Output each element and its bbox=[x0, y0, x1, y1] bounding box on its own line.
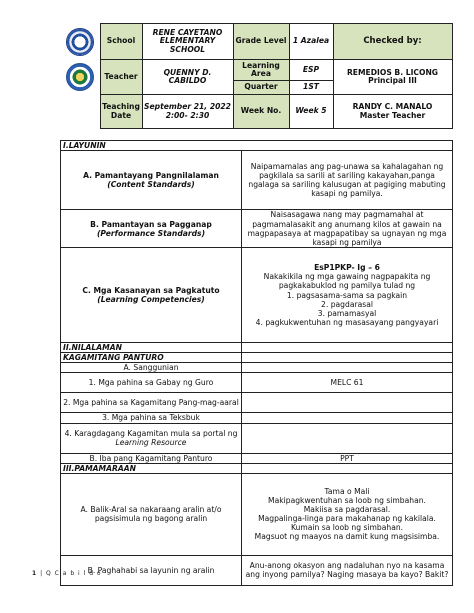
quarter-label: Quarter bbox=[233, 81, 289, 95]
week-value: Week 5 bbox=[289, 95, 333, 129]
gabay-guro-value: MELC 61 bbox=[242, 373, 453, 393]
teaching-date-label: Teaching Date bbox=[100, 95, 142, 129]
learning-area-value: ESP bbox=[289, 60, 333, 81]
content-standards-sub: (Content Standards) bbox=[107, 180, 195, 190]
balik-aral-line: Makiisa sa pagdarasal. bbox=[303, 505, 391, 515]
performance-standards-sub: (Performance Standards) bbox=[96, 228, 206, 238]
content-standards-text: Naipamamalas ang pag-unawa sa kahalagahan ng pagkilala sa sarili at sariling kakayahan,panga ngalaga sa sariling kalusugan at pagiging mabuting kasapi ng pamilya. bbox=[242, 151, 453, 210]
balik-aral-line: Kumain sa loob ng simbahan. bbox=[290, 523, 404, 533]
teaching-date-cell bbox=[142, 95, 233, 129]
teacher-value: QUENNY D. CABILDO bbox=[142, 60, 233, 95]
competencies-heading bbox=[61, 248, 242, 343]
competency-intro: Nakakikila ng mga gawaing nagpapakita ng pagkakabuklod ng pamilya tulad ng bbox=[263, 272, 431, 291]
section-kagamitan-title: KAGAMITANG PANTURO bbox=[61, 353, 242, 363]
sanggunian-label: A. Sanggunian bbox=[61, 363, 242, 373]
balik-aral-line: Magpalinga-linga para makahanap ng kakilala. bbox=[258, 514, 436, 524]
deped-seal-logo bbox=[66, 28, 94, 56]
performance-standards-text: Naisasagawa nang may pagmamahal at pagmamalasakit ang anumang kilos at gawain na magpapasaya at magpapatibay sa ugnayan ng mga kasapi ng pamilya bbox=[242, 210, 453, 248]
empty-cell bbox=[242, 393, 453, 413]
lr-portal-sub: Learning Resource bbox=[115, 438, 187, 448]
kagamitang-mag-aaral-label: 2. Mga pahina sa Kagamitang Pang-mag-aaral bbox=[61, 393, 242, 413]
competency-item: 1. pagsasama-sama sa pagkain bbox=[286, 290, 408, 300]
performance-standards-heading bbox=[61, 210, 242, 248]
empty-cell bbox=[242, 463, 453, 473]
week-label: Week No. bbox=[233, 95, 289, 129]
lesson-plan-table bbox=[60, 140, 453, 586]
page-number: 1 bbox=[32, 570, 38, 577]
grade-value: 1 Azalea bbox=[289, 24, 333, 60]
master-name: RANDY C. MANALO bbox=[352, 102, 433, 111]
empty-cell bbox=[242, 423, 453, 453]
competencies-sub: (Learning Competencies) bbox=[97, 295, 205, 305]
footer-author: Q C a b i l d o bbox=[46, 570, 102, 577]
iba-pang-kagamitan-label: B. Iba pang Kagamitang Panturo bbox=[61, 453, 242, 463]
teaching-date-value: September 21, 2022 bbox=[144, 102, 231, 111]
performance-standards-title: B. Pamantayan sa Pagganap bbox=[90, 219, 212, 229]
division-seal-cell bbox=[60, 60, 100, 95]
balik-aral-line: Magsuot ng maayos na damit kung magsisimba. bbox=[254, 532, 440, 542]
section-nilalaman-title: II.NILALAMAN bbox=[61, 343, 242, 353]
teacher-label: Teacher bbox=[100, 60, 142, 95]
competency-code: EsP1PKP- Ig – 6 bbox=[314, 263, 380, 273]
quarter-value: 1ST bbox=[289, 81, 333, 95]
paghahabi-text: Anu-anong okasyon ang nadaluhan nyo na kasama ang inyong pamilya? Naging masaya ba kayo? Bakit? bbox=[242, 555, 453, 585]
master-role: Master Teacher bbox=[359, 110, 426, 120]
balik-aral-cell bbox=[242, 473, 453, 555]
competency-item: 2. pagdarasal bbox=[321, 299, 373, 309]
lr-portal-label: 4. Karagdagang Kagamitan mula sa portal ng bbox=[64, 428, 238, 438]
checker-cell bbox=[333, 60, 452, 95]
paghahabi-label: B. Paghahabi sa layunin ng aralin bbox=[61, 555, 242, 585]
page-footer: 1 | Q C a b i l d o bbox=[32, 570, 102, 577]
deped-seal-cell bbox=[60, 24, 100, 60]
lr-portal-cell bbox=[61, 423, 242, 453]
grade-label: Grade Level bbox=[233, 24, 289, 60]
section-pamamaraan-title: III.PAMAMARAAN bbox=[61, 463, 242, 473]
balik-aral-line: Makipagkwentuhan sa loob ng simbahan. bbox=[268, 496, 426, 506]
teaching-time-value: 2:00- 2:30 bbox=[165, 110, 210, 120]
checker-role: Principal III bbox=[368, 76, 417, 85]
checker-name: REMEDIOS B. LICONG bbox=[346, 67, 439, 77]
learning-area-label: Learning Area bbox=[233, 60, 289, 81]
gabay-guro-label: 1. Mga pahina sa Gabay ng Guro bbox=[61, 373, 242, 393]
school-value: RENE CAYETANO ELEMENTARY SCHOOL bbox=[142, 24, 233, 60]
checked-by-label: Checked by: bbox=[333, 24, 452, 60]
empty-cell bbox=[242, 413, 453, 423]
empty-cell bbox=[242, 353, 453, 363]
iba-pang-kagamitan-value: PPT bbox=[242, 453, 453, 463]
empty-cell bbox=[242, 363, 453, 373]
competencies-cell bbox=[242, 248, 453, 343]
balik-aral-label: A. Balik-Aral sa nakaraang aralin at/o pagsisimula ng bagong aralin bbox=[61, 473, 242, 555]
content-standards-heading bbox=[61, 151, 242, 210]
master-cell bbox=[333, 95, 452, 129]
school-label: School bbox=[100, 24, 142, 60]
teksbuk-label: 3. Mga pahina sa Teksbuk bbox=[61, 413, 242, 423]
content-standards-title: A. Pamantayang Pangnilalaman bbox=[83, 171, 219, 180]
competency-item: 4. pagkukwentuhan ng masasayang pangyayari bbox=[255, 317, 439, 327]
division-seal-logo bbox=[66, 63, 94, 91]
empty-cell bbox=[242, 343, 453, 353]
competency-item: 3. pamamasyal bbox=[317, 308, 377, 318]
competencies-title: C. Mga Kasanayan sa Pagkatuto bbox=[82, 286, 220, 295]
section-layunin-title: I.LAYUNIN bbox=[61, 141, 453, 151]
balik-aral-line: Tama o Mali bbox=[324, 486, 370, 496]
header-table bbox=[60, 23, 453, 129]
blank-logo-cell bbox=[60, 95, 100, 129]
